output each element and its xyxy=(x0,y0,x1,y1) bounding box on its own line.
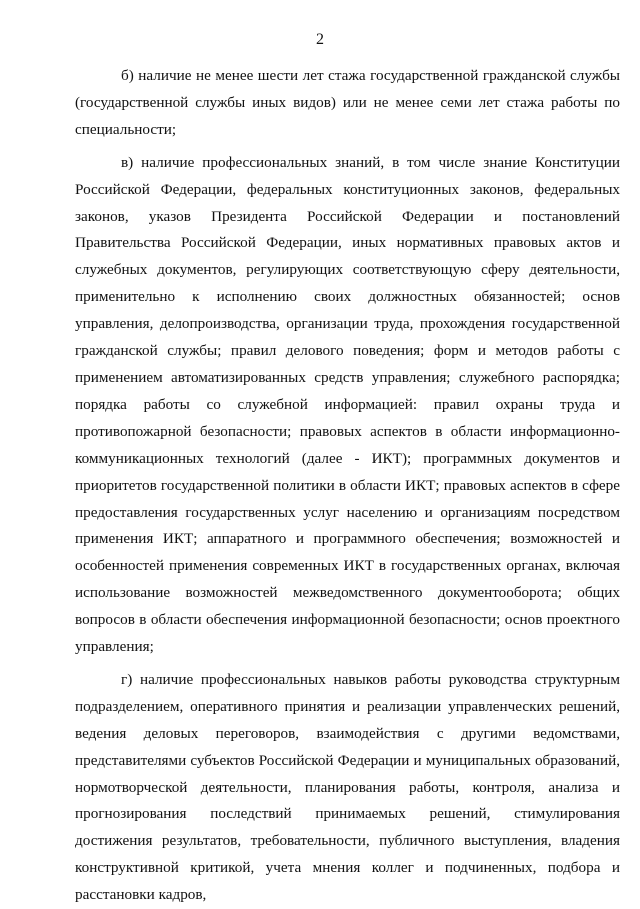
paragraph-v: в) наличие профессиональных знаний, в том числе знание Конституции Российской Федерации, федеральных конституционных законов, федеральных законов, указов Президента Российской Федерации и постановлений Правительства Российской Федерации, иных нормативных правовых актов и служебных документов, регулирующих соответствующую сферу деятельности, применительно к исполнению своих должностных обязанностей; основ управления, делопроизводства, организации труда, прохождения государственной гражданской службы; правил делового поведения; форм и методов работы с применением автоматизированных средств управления; служебного распорядка; порядка работы со служебной информацией: правил охраны труда и противопожарной безопасности; правовых аспектов в области информационно-коммуникационных технологий (далее - ИКТ); программных документов и приоритетов государственной политики в области ИКТ; правовых аспектов в сфере предоставления государственных услуг населению и организациям посредством применения ИКТ; аппаратного и программного обеспечения; возможностей и особенностей применения современных ИКТ в государственных органах, включая использование возможностей межведомственного документооборота; общих вопросов в области обеспечения информационной безопасности; основ проектного управления; xyxy=(75,153,620,656)
paragraph-g: г) наличие профессиональных навыков работы руководства структурным подразделением, оперативного принятия и реализации управленческих решений, ведения деловых переговоров, взаимодействия с другими ведомствами, представителями субъектов Российской Федерации и муниципальных образований, нормотворческой деятельности, планирования работы, контроля, анализа и прогнозирования последствий принимаемых решений, стимулирования достижения результатов, требовательности, публичного выступления, владения конструктивной критикой, учета мнения коллег и подчиненных, подбора и расстановки кадров, xyxy=(75,670,620,904)
page-number: 2 xyxy=(316,31,324,48)
document-body xyxy=(75,63,620,909)
paragraph-b: б) наличие не менее шести лет стажа государственной гражданской службы (государственной службы иных видов) или не менее семи лет стажа работы по специальности; xyxy=(75,67,620,138)
